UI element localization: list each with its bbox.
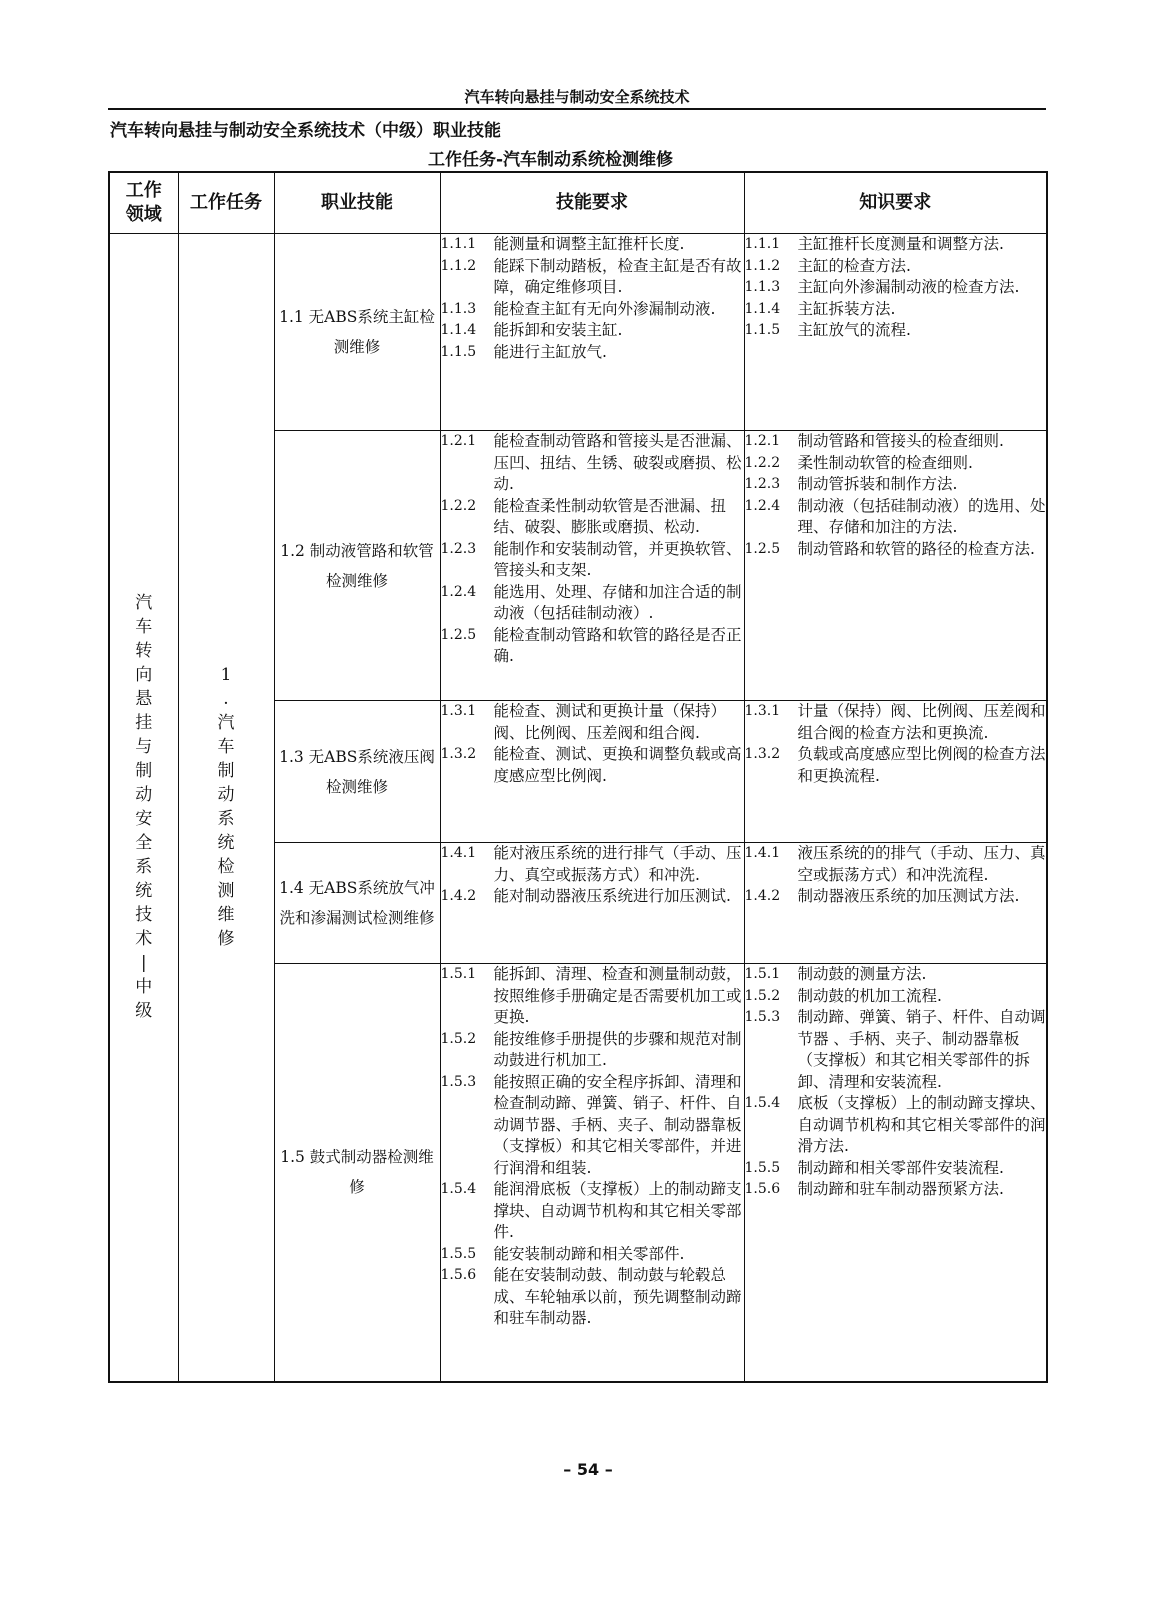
skill-cell: 1.4 无ABS系统放气冲洗和渗漏测试检测维修 <box>274 843 440 964</box>
item-text: 液压系统的的排气（手动、压力、真空或振荡方式）和冲洗流程. <box>797 844 1046 884</box>
item-number: 1.2.1 <box>440 433 477 449</box>
item-text: 主缸的检查方法. <box>797 256 911 275</box>
item-text: 能拆卸、清理、检查和测量制动鼓，按照维修手册确定是否需要机加工或更换. <box>493 965 742 1026</box>
list-item <box>745 964 1047 986</box>
skill-requirements-cell <box>440 964 744 1382</box>
item-text: 能检查、测试和更换计量（保持）阀、比例阀、压差阀和组合阀. <box>493 702 727 742</box>
document-subtitle: 工作任务-汽车制动系统检测维修 <box>428 150 674 170</box>
item-text: 能检查制动管路和管接头是否泄漏、压凹、扭结、生锈、破裂或磨损、松动. <box>493 432 742 493</box>
list-item <box>745 986 1047 1008</box>
list-item <box>441 843 744 886</box>
item-text: 柔性制动软管的检查细则. <box>797 453 973 472</box>
list-item <box>441 1265 744 1330</box>
item-number: 1.1.5 <box>440 343 477 360</box>
skill-cell: 1.3 无ABS系统液压阀检测维修 <box>274 701 440 843</box>
list-item <box>441 964 744 1029</box>
item-number: 1.2.2 <box>744 454 781 471</box>
item-text: 能测量和调整主缸推杆长度. <box>493 235 685 253</box>
item-text: 制动蹄、弹簧、销子、杆件、自动调节器 、手柄、夹子、制动器靠板（支撑板）和其它相关零部件的拆卸、清理和安装流程. <box>797 1008 1046 1091</box>
work-domain-cell: 汽 车 转 向 悬 挂 与 制 动 安 全 系 统 技 术 | 中 级 <box>109 234 178 1382</box>
list-item <box>441 496 744 539</box>
item-number: 1.4.1 <box>744 845 781 861</box>
list-item <box>745 453 1047 475</box>
item-text: 能拆卸和安装主缸. <box>493 321 623 339</box>
document-title: 汽车转向悬挂与制动安全系统技术（中级）职业技能 <box>110 121 501 141</box>
list-item <box>441 1179 744 1244</box>
item-number: 1.5.4 <box>744 1095 781 1111</box>
column-header-work-task: 工作任务 <box>178 172 274 234</box>
table-row <box>109 234 1047 431</box>
item-number: 1.5.6 <box>440 1267 477 1283</box>
list-item <box>441 431 744 496</box>
list-item <box>745 1179 1047 1201</box>
item-text: 能对液压系统的进行排气（手动、压力、真空或振荡方式）和冲洗. <box>493 844 742 884</box>
item-number: 1.5.6 <box>744 1181 781 1197</box>
item-text: 能按维修手册提供的步骤和规范对制动鼓进行机加工. <box>493 1029 742 1069</box>
work-task-cell: 1 . 汽 车 制 动 系 统 检 测 维 修 <box>178 234 274 1382</box>
list-item <box>441 744 744 787</box>
item-number: 1.1.4 <box>744 300 781 317</box>
item-number: 1.3.1 <box>440 703 477 719</box>
list-item <box>745 1007 1047 1093</box>
list-item <box>745 539 1047 561</box>
item-text: 能检查、测试、更换和调整负载或高度感应型比例阀. <box>493 745 742 785</box>
item-text: 能检查柔性制动软管是否泄漏、扭结、破裂、膨胀或磨损、松动. <box>493 496 727 536</box>
item-text: 能制作和安装制动管，并更换软管、管接头和支架. <box>493 539 742 579</box>
list-item <box>441 582 744 625</box>
list-item <box>745 701 1047 744</box>
item-text: 计量（保持）阀、比例阀、压差阀和组合阀的检查方法和更换流. <box>797 702 1046 742</box>
knowledge-requirements-cell <box>744 843 1047 964</box>
list-item <box>745 744 1047 787</box>
list-item <box>745 256 1047 278</box>
list-item <box>745 277 1047 299</box>
knowledge-requirements-cell <box>744 701 1047 843</box>
item-text: 制动鼓的机加工流程. <box>797 986 942 1005</box>
item-number: 1.2.1 <box>744 433 781 449</box>
list-item <box>745 496 1047 539</box>
item-number: 1.3.2 <box>744 746 781 762</box>
skill-requirements-cell <box>440 431 744 701</box>
item-text: 能对制动器液压系统进行加压测试. <box>493 887 731 905</box>
skill-requirements-cell <box>440 843 744 964</box>
list-item <box>441 1244 744 1266</box>
item-number: 1.1.4 <box>440 322 477 338</box>
item-number: 1.1.2 <box>744 257 781 274</box>
item-number: 1.1.3 <box>440 300 477 317</box>
list-item <box>745 886 1047 908</box>
item-number: 1.2.5 <box>744 540 781 557</box>
item-text: 主缸向外渗漏制动液的检查方法. <box>797 278 1020 296</box>
column-header-vocational-skill: 职业技能 <box>274 172 440 234</box>
item-number: 1.5.5 <box>440 1245 477 1262</box>
table-header-row <box>109 172 1047 234</box>
item-number: 1.1.2 <box>440 257 477 274</box>
list-item <box>745 474 1047 496</box>
table-body <box>109 234 1047 1382</box>
skill-cell: 1.2 制动液管路和软管检测维修 <box>274 431 440 701</box>
column-header-work-domain: 工作领域 <box>109 172 178 234</box>
list-item <box>441 256 744 299</box>
item-text: 主缸拆装方法. <box>797 299 896 318</box>
item-number: 1.2.2 <box>440 497 477 514</box>
item-number: 1.3.1 <box>744 703 781 719</box>
item-text: 能按照正确的安全程序拆卸、清理和检查制动蹄、弹簧、销子、杆件、自动调节器、手柄、夹子、制动器靠板（支撑板）和其它相关零部件，并进行润滑和组装. <box>493 1072 742 1177</box>
item-text: 能踩下制动踏板，检查主缸是否有故障，确定维修项目. <box>493 256 742 296</box>
item-number: 1.5.1 <box>744 966 781 982</box>
item-number: 1.1.1 <box>440 236 477 252</box>
list-item <box>441 625 744 668</box>
item-text: 主缸放气的流程. <box>797 321 911 339</box>
item-number: 1.5.3 <box>744 1009 781 1025</box>
list-item <box>745 431 1047 453</box>
running-header: 汽车转向悬挂与制动安全系统技术 <box>464 88 690 106</box>
list-item <box>441 299 744 321</box>
skill-requirements-cell <box>440 234 744 431</box>
knowledge-requirements-cell <box>744 431 1047 701</box>
item-number: 1.2.3 <box>440 540 477 557</box>
item-number: 1.5.2 <box>744 987 781 1004</box>
item-text: 底板（支撑板）上的制动蹄支撑块、自动调节机构和其它相关零部件的润滑方法. <box>797 1094 1046 1155</box>
knowledge-requirements-cell <box>744 234 1047 431</box>
item-number: 1.5.4 <box>440 1181 477 1197</box>
list-item <box>441 701 744 744</box>
list-item <box>745 299 1047 321</box>
item-number: 1.2.3 <box>744 476 781 492</box>
item-number: 1.4.2 <box>440 888 477 904</box>
item-text: 制动液（包括硅制动液）的选用、处理、存储和加注的方法. <box>797 496 1046 536</box>
skills-table <box>108 171 1048 1383</box>
item-text: 制动器液压系统的加压测试方法. <box>797 887 1020 905</box>
page-number: – 54 – <box>563 1460 613 1479</box>
item-text: 主缸推杆长度测量和调整方法. <box>797 235 1004 253</box>
item-number: 1.5.5 <box>744 1159 781 1176</box>
column-header-skill-requirements: 技能要求 <box>440 172 744 234</box>
item-text: 制动管路和软管的路径的检查方法. <box>797 539 1035 558</box>
item-number: 1.5.1 <box>440 966 477 982</box>
list-item <box>441 886 744 908</box>
item-number: 1.2.5 <box>440 626 477 643</box>
list-item <box>745 320 1047 342</box>
item-text: 能选用、处理、存储和加注合适的制动液（包括硅制动液）. <box>493 582 742 622</box>
item-text: 制动蹄和相关零部件安装流程. <box>797 1158 1004 1177</box>
item-number: 1.4.1 <box>440 845 477 861</box>
item-text: 制动鼓的测量方法. <box>797 965 927 983</box>
item-text: 能进行主缸放气. <box>493 342 607 361</box>
list-item <box>441 539 744 582</box>
item-number: 1.4.2 <box>744 888 781 904</box>
list-item <box>745 234 1047 256</box>
item-number: 1.2.4 <box>744 497 781 514</box>
item-text: 制动管拆装和制作方法. <box>797 475 958 493</box>
skill-requirements-cell <box>440 701 744 843</box>
item-text: 负载或高度感应型比例阀的检查方法和更换流程. <box>797 745 1046 785</box>
header-rule <box>108 108 1046 110</box>
item-text: 能检查制动管路和软管的路径是否正确. <box>493 625 742 665</box>
list-item <box>441 234 744 256</box>
list-item <box>441 1029 744 1072</box>
item-text: 能在安装制动鼓、制动鼓与轮毂总成、车轮轴承以前，预先调整制动蹄和驻车制动器. <box>493 1266 742 1327</box>
list-item <box>441 342 744 364</box>
skill-cell: 1.5 鼓式制动器检测维修 <box>274 964 440 1382</box>
list-item <box>745 1158 1047 1180</box>
item-number: 1.3.2 <box>440 746 477 762</box>
list-item <box>745 843 1047 886</box>
list-item <box>441 1072 744 1180</box>
item-text: 能检查主缸有无向外渗漏制动液. <box>493 299 716 318</box>
skill-cell: 1.1 无ABS系统主缸检测维修 <box>274 234 440 431</box>
item-text: 制动蹄和驻车制动器预紧方法. <box>797 1180 1004 1198</box>
item-text: 制动管路和管接头的检查细则. <box>797 432 1004 450</box>
item-number: 1.1.1 <box>744 236 781 252</box>
knowledge-requirements-cell <box>744 964 1047 1382</box>
item-number: 1.5.3 <box>440 1073 477 1090</box>
list-item <box>441 320 744 342</box>
list-item <box>745 1093 1047 1158</box>
item-text: 能安装制动蹄和相关零部件. <box>493 1244 685 1263</box>
item-number: 1.1.3 <box>744 279 781 295</box>
item-number: 1.2.4 <box>440 583 477 600</box>
item-number: 1.1.5 <box>744 322 781 338</box>
item-text: 能润滑底板（支撑板）上的制动蹄支撑块、自动调节机构和其它相关零部件. <box>493 1180 742 1241</box>
column-header-knowledge-requirements: 知识要求 <box>744 172 1047 234</box>
item-number: 1.5.2 <box>440 1030 477 1047</box>
